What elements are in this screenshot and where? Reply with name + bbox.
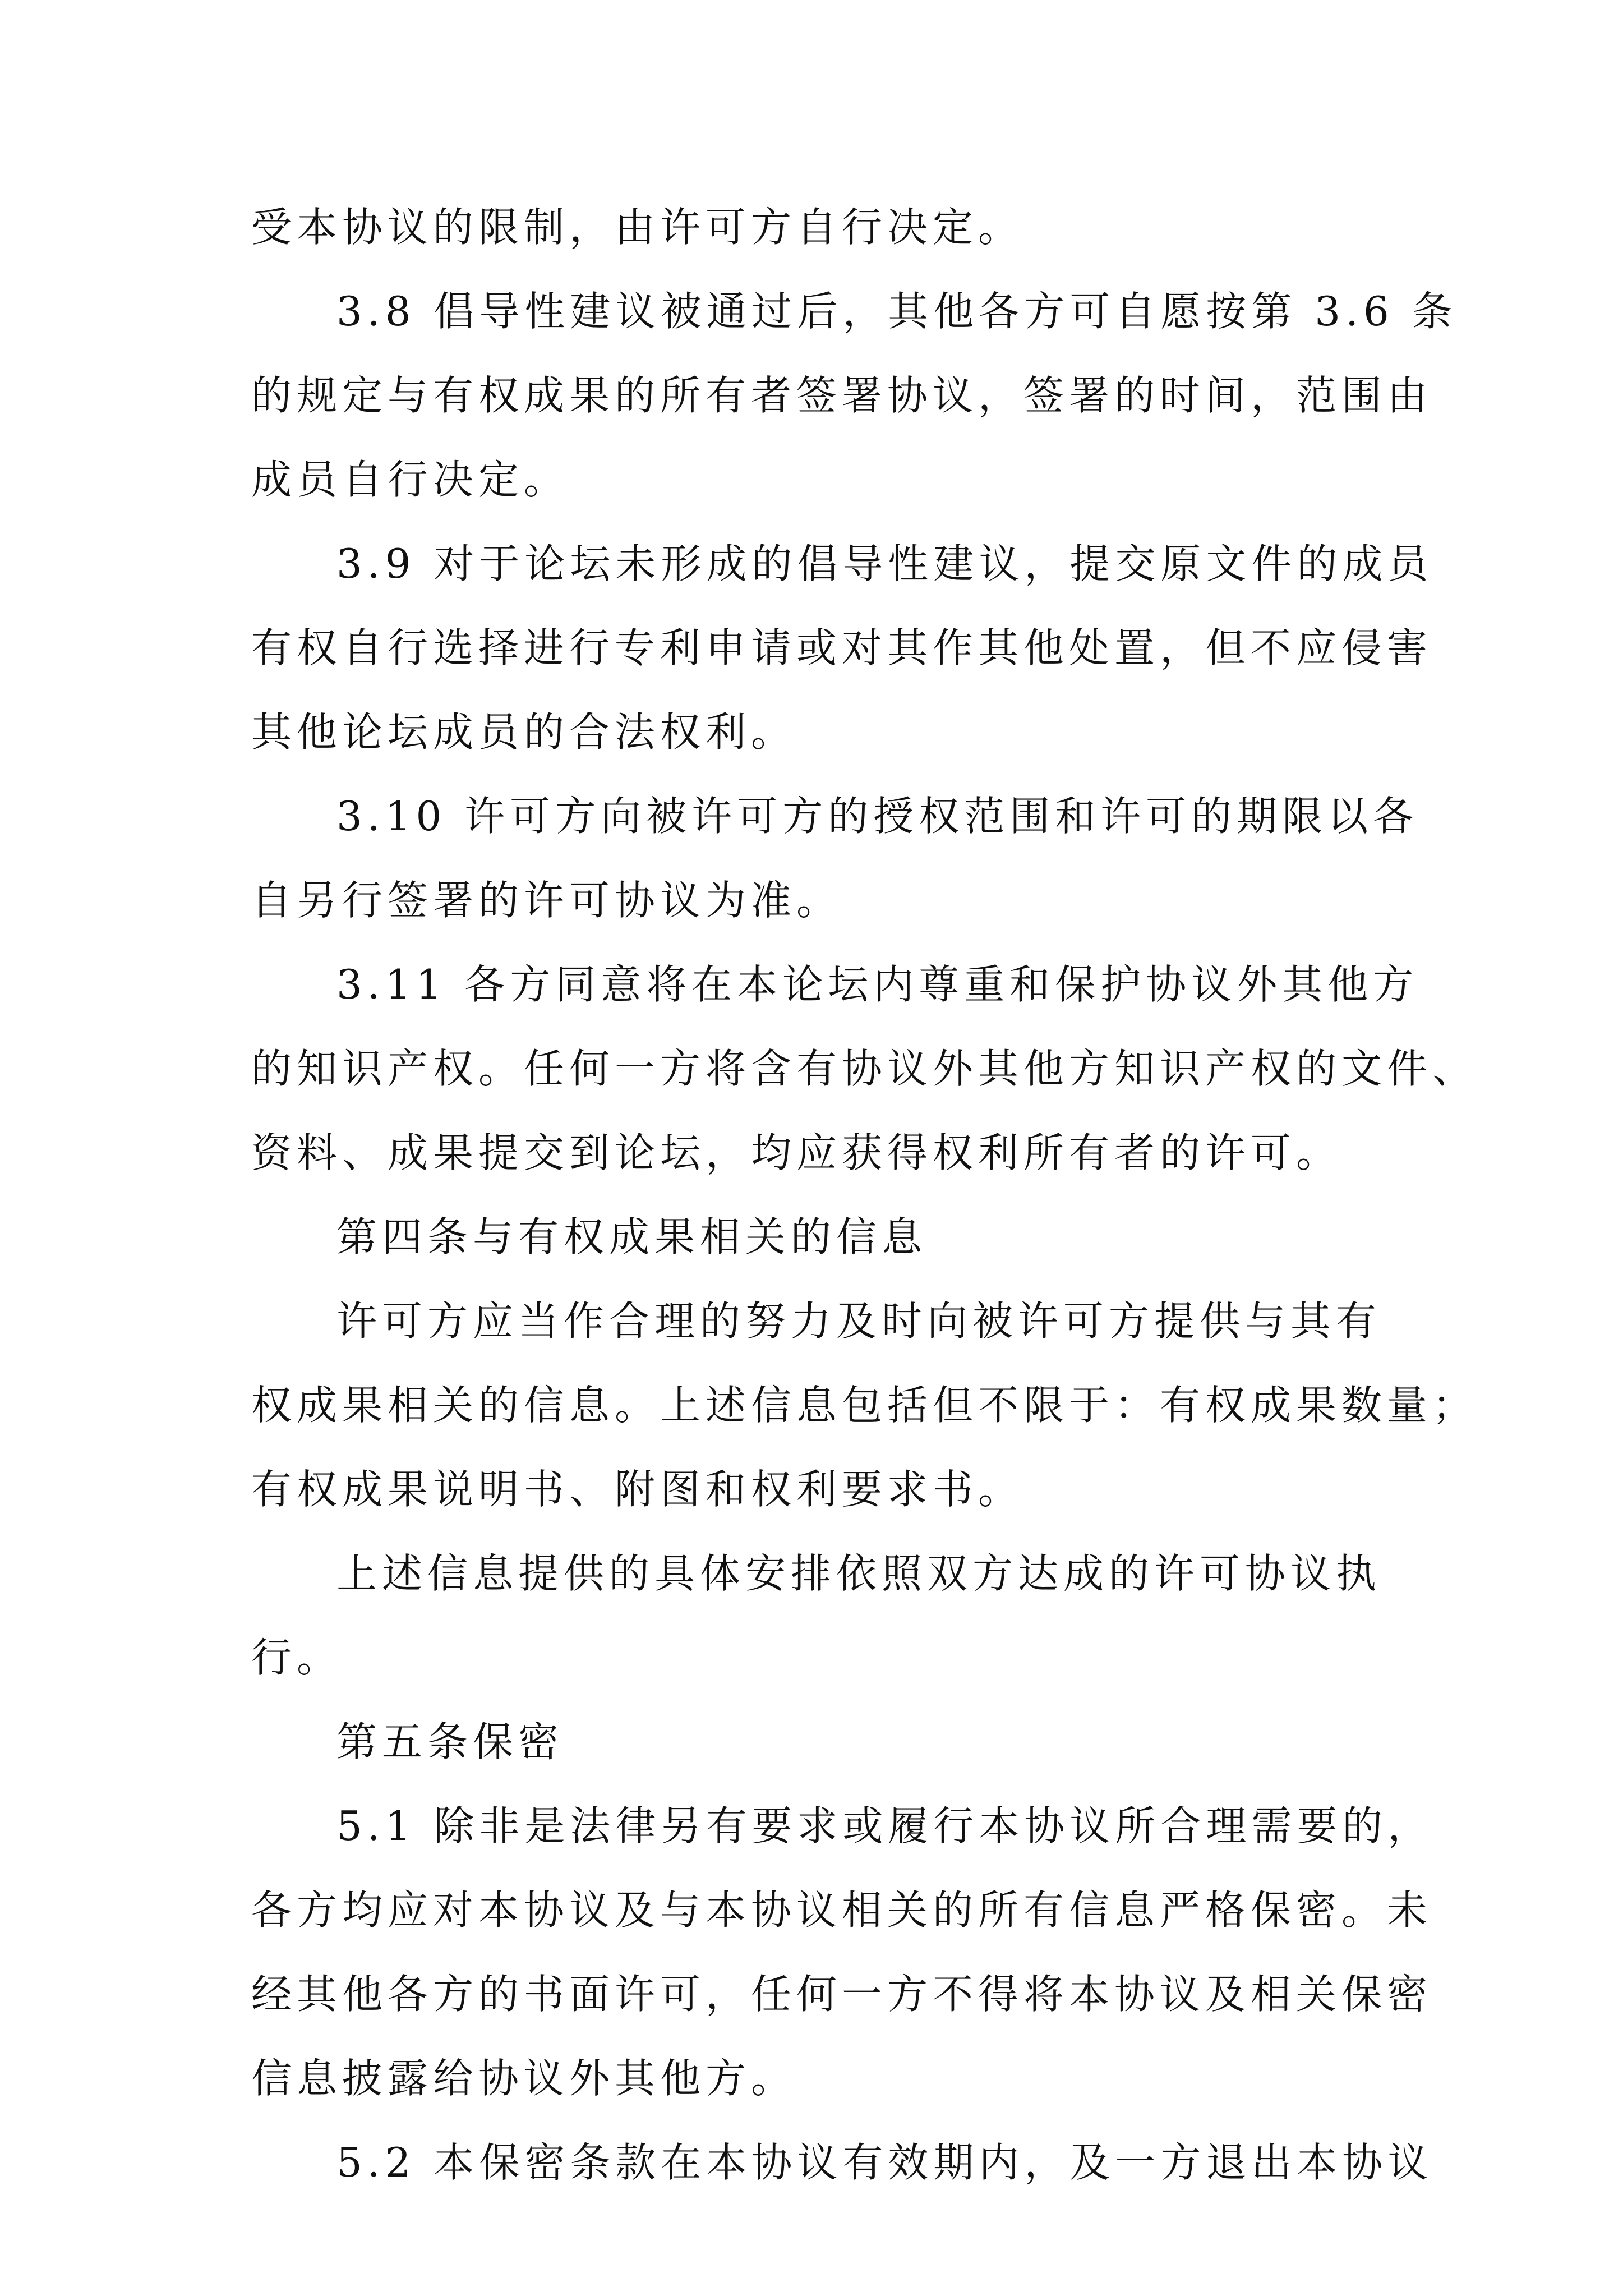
text-line-16: 有权成果说明书、附图和权利要求书。 bbox=[251, 1466, 1024, 1513]
text-line-14: 许可方应当作合理的努力及时向被许可方提供与其有 bbox=[336, 1297, 1382, 1345]
text-line-17: 上述信息提供的具体安排依照双方达成的许可协议执 bbox=[336, 1550, 1382, 1597]
text-line-21: 各方均应对本协议及与本协议相关的所有信息严格保密。未 bbox=[251, 1887, 1433, 1934]
text-line-1: 受本协议的限制，由许可方自行决定。 bbox=[251, 204, 1024, 251]
text-line-11: 的知识产权。任何一方将含有协议外其他方知识产权的文件、 bbox=[251, 1045, 1478, 1092]
text-line-6: 有权自行选择进行专利申请或对其作其他处置，但不应侵害 bbox=[251, 624, 1433, 671]
text-line-18: 行。 bbox=[251, 1634, 343, 1681]
text-line-5: 3.9 对于论坛未形成的倡导性建议，提交原文件的成员 bbox=[336, 540, 1433, 587]
text-line-3: 的规定与有权成果的所有者签署协议，签署的时间，范围由 bbox=[251, 372, 1433, 419]
text-line-12: 资料、成果提交到论坛，均应获得权利所有者的许可。 bbox=[251, 1129, 1342, 1176]
text-line-4: 成员自行决定。 bbox=[251, 456, 570, 503]
text-line-23: 信息披露给协议外其他方。 bbox=[251, 2055, 797, 2102]
text-line-22: 经其他各方的书面许可，任何一方不得将本协议及相关保密 bbox=[251, 1971, 1433, 2018]
text-line-7: 其他论坛成员的合法权利。 bbox=[251, 708, 797, 756]
text-line-24: 5.2 本保密条款在本协议有效期内，及一方退出本协议 bbox=[336, 2139, 1433, 2186]
text-line-15: 权成果相关的信息。上述信息包括但不限于：有权成果数量； bbox=[251, 1382, 1478, 1429]
text-line-9: 自另行签署的许可协议为准。 bbox=[251, 877, 842, 924]
section-heading-4: 第四条与有权成果相关的信息 bbox=[336, 1213, 928, 1260]
text-line-2: 3.8 倡导性建议被通过后，其他各方可自愿按第 3.6 条 bbox=[336, 288, 1458, 335]
text-line-8: 3.10 许可方向被许可方的授权范围和许可的期限以各 bbox=[336, 793, 1419, 840]
section-heading-5: 第五条保密 bbox=[336, 1718, 564, 1765]
text-line-10: 3.11 各方同意将在本论坛内尊重和保护协议外其他方 bbox=[336, 961, 1419, 1008]
text-line-20: 5.1 除非是法律另有要求或履行本协议所合理需要的， bbox=[336, 1802, 1433, 1849]
